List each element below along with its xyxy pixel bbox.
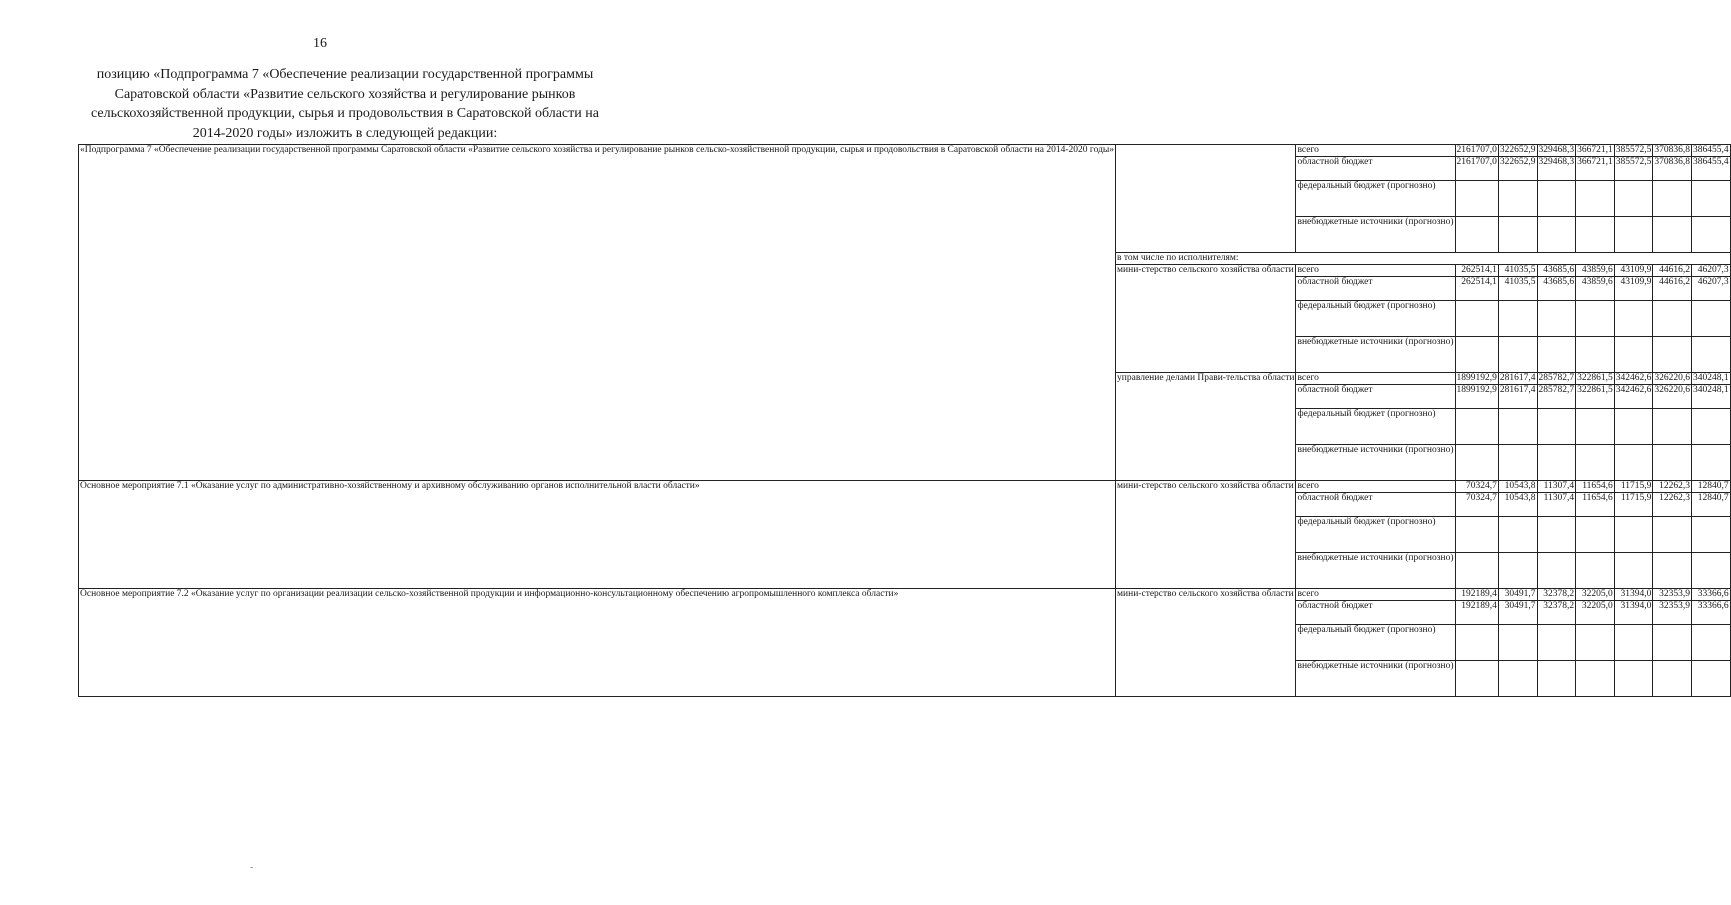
amount-cell: [1498, 517, 1537, 553]
executor-cell: [1116, 145, 1296, 253]
amount-cell: [1455, 661, 1498, 697]
amount-cell: 262514,1: [1455, 265, 1498, 277]
executor-cell: мини-стерство сельского хозяйства области: [1116, 481, 1296, 589]
amount-cell: 32378,2: [1537, 589, 1576, 601]
amount-cell: 285782,7: [1538, 373, 1575, 383]
amount-cell: 386455,4: [1692, 157, 1731, 181]
table-row: [79, 589, 1731, 601]
executor-cell: мини-стерство сельского хозяйства области: [1116, 589, 1296, 697]
intro-paragraph: позицию «Подпрограмма 7 «Обеспечение реализации государственной программы Саратовской области «Развитие сельского хозяйства и регулирование рынков сельскохозяйственной продукции, сырья и продовольствия в Саратовской области на 2014-2020 годы» изложить в следующей редакции:: [91, 67, 599, 141]
funding-source-cell: федеральный бюджет (прогнозно): [1296, 181, 1455, 217]
table-row: [79, 145, 1731, 157]
amount-cell: [1653, 553, 1692, 589]
funding-source-cell: всего: [1296, 373, 1455, 385]
amount-cell: [1455, 517, 1498, 553]
funding-source-cell: областной бюджет: [1296, 157, 1455, 181]
amount-cell: 43859,6: [1576, 277, 1615, 301]
amount-cell: [1653, 409, 1692, 445]
amount-cell: 43859,6: [1576, 265, 1615, 277]
amount-cell: [1537, 661, 1576, 697]
amount-cell: 262514,1: [1455, 277, 1498, 301]
amount-cell: 1899192,9: [1456, 373, 1497, 383]
amount-cell: 370836,8: [1653, 157, 1692, 181]
amount-cell: 11715,9: [1614, 493, 1653, 517]
amount-cell: [1576, 517, 1615, 553]
amount-cell: 43109,9: [1614, 265, 1653, 277]
amount-cell: [1455, 553, 1498, 589]
amount-cell: 342462,6: [1614, 385, 1653, 409]
amount-cell: 329468,3: [1537, 157, 1576, 181]
amount-cell: [1498, 301, 1537, 337]
amount-cell: 44616,2: [1653, 265, 1692, 277]
executor-cell: мини-стерство сельского хозяйства области: [1116, 265, 1296, 373]
amount-cell: 281617,4: [1499, 373, 1536, 383]
budget-table: [78, 144, 1731, 697]
funding-source-cell: всего: [1296, 145, 1455, 157]
amount-cell: 192189,4: [1455, 601, 1498, 625]
amount-cell: 10543,8: [1498, 493, 1537, 517]
funding-source-cell: областной бюджет: [1296, 277, 1455, 301]
amount-cell: [1455, 445, 1498, 481]
amount-cell: [1455, 409, 1498, 445]
amount-cell: [1653, 625, 1692, 661]
amount-cell: [1498, 661, 1537, 697]
funding-source-cell: федеральный бюджет (прогнозно): [1296, 625, 1455, 661]
amount-cell: 30491,7: [1498, 589, 1537, 601]
amount-cell: [1614, 337, 1653, 373]
amount-cell: 31394,0: [1614, 601, 1653, 625]
amount-cell: 285782,7: [1537, 385, 1576, 409]
amount-cell: 326220,6: [1653, 385, 1692, 409]
executors-label: в том числе по исполнителям:: [1116, 253, 1731, 265]
amount-cell: [1692, 181, 1731, 217]
amount-cell: [1692, 301, 1731, 337]
footer-mark: -: [250, 862, 254, 873]
amount-cell: 43685,6: [1537, 277, 1576, 301]
amount-cell: 43109,9: [1614, 277, 1653, 301]
amount-cell: [1537, 337, 1576, 373]
amount-cell: 322652,9: [1498, 157, 1537, 181]
amount-cell: 12262,3: [1653, 493, 1692, 517]
amount-cell: [1653, 661, 1692, 697]
amount-cell: [1692, 517, 1731, 553]
amount-cell: 11654,6: [1576, 493, 1615, 517]
amount-cell: [1576, 181, 1615, 217]
funding-source-cell: внебюджетные источники (прогнозно): [1296, 217, 1455, 253]
program-name-cell: Основное мероприятие 7.1 «Оказание услуг по административно-хозяйственному и архивному обслуживанию органов исполнительной власти области»: [79, 481, 1116, 589]
amount-cell: [1537, 181, 1576, 217]
funding-source-cell: внебюджетные источники (прогнозно): [1296, 445, 1455, 481]
amount-cell: [1614, 553, 1653, 589]
amount-cell: 2161707,0: [1455, 157, 1498, 181]
amount-cell: [1576, 409, 1615, 445]
amount-cell: [1537, 517, 1576, 553]
amount-cell: 41035,5: [1498, 265, 1537, 277]
amount-cell: [1498, 553, 1537, 589]
amount-cell: [1576, 553, 1615, 589]
amount-cell: [1498, 625, 1537, 661]
amount-cell: 2161707,0: [1456, 145, 1497, 155]
amount-cell: 43685,6: [1537, 265, 1576, 277]
amount-cell: [1498, 445, 1537, 481]
program-name-cell: «Подпрограмма 7 «Обеспечение реализации государственной программы Саратовской области «Развитие сельского хозяйства и регулирование рынков сельско-хозяйственной продукции, сырья и продовольствия в Саратовской области на 2014-2020 годы»: [79, 145, 1116, 481]
amount-cell: 32205,0: [1576, 601, 1615, 625]
amount-cell: 386455,4: [1693, 145, 1729, 155]
amount-cell: 11654,6: [1576, 481, 1615, 493]
amount-cell: 342462,6: [1615, 373, 1652, 383]
amount-cell: 32353,9: [1653, 601, 1692, 625]
program-name-cell: Основное мероприятие 7.2 «Оказание услуг по организации реализации сельско-хозяйственной продукции и информационно-консультационному обеспечению агропромышленного комплекса области»: [79, 589, 1116, 697]
amount-cell: 322861,5: [1576, 385, 1615, 409]
amount-cell: [1653, 181, 1692, 217]
amount-cell: [1576, 301, 1615, 337]
page-number: 16: [313, 36, 327, 51]
amount-cell: [1614, 625, 1653, 661]
amount-cell: [1455, 337, 1498, 373]
amount-cell: 32378,2: [1537, 601, 1576, 625]
amount-cell: [1692, 445, 1731, 481]
amount-cell: [1653, 217, 1692, 253]
amount-cell: [1692, 625, 1731, 661]
amount-cell: [1455, 181, 1498, 217]
amount-cell: [1692, 217, 1731, 253]
amount-cell: [1653, 301, 1692, 337]
amount-cell: 340248,1: [1692, 385, 1731, 409]
amount-cell: 70324,7: [1455, 481, 1498, 493]
amount-cell: [1614, 445, 1653, 481]
amount-cell: 326220,6: [1654, 373, 1690, 383]
amount-cell: [1537, 301, 1576, 337]
amount-cell: [1653, 337, 1692, 373]
funding-source-cell: федеральный бюджет (прогнозно): [1296, 517, 1455, 553]
amount-cell: 11307,4: [1537, 493, 1576, 517]
amount-cell: [1537, 625, 1576, 661]
amount-cell: 366721,1: [1576, 157, 1615, 181]
amount-cell: 46207,3: [1692, 277, 1731, 301]
amount-cell: [1692, 661, 1731, 697]
amount-cell: [1614, 181, 1653, 217]
amount-cell: [1653, 445, 1692, 481]
amount-cell: 12262,3: [1653, 481, 1692, 493]
amount-cell: 31394,0: [1614, 589, 1653, 601]
amount-cell: 46207,3: [1692, 265, 1731, 277]
amount-cell: [1614, 409, 1653, 445]
amount-cell: [1537, 217, 1576, 253]
funding-source-cell: областной бюджет: [1296, 385, 1455, 409]
amount-cell: [1614, 517, 1653, 553]
amount-cell: [1498, 337, 1537, 373]
amount-cell: 12840,7: [1692, 481, 1731, 493]
amount-cell: [1614, 217, 1653, 253]
amount-cell: [1653, 517, 1692, 553]
amount-cell: [1576, 337, 1615, 373]
funding-source-cell: внебюджетные источники (прогнозно): [1296, 661, 1455, 697]
funding-source-cell: всего: [1296, 481, 1455, 493]
amount-cell: [1498, 217, 1537, 253]
amount-cell: 10543,8: [1498, 481, 1537, 493]
funding-source-cell: всего: [1296, 265, 1455, 277]
amount-cell: 30491,7: [1498, 601, 1537, 625]
budget-table-body: [79, 145, 1731, 697]
amount-cell: 32205,0: [1576, 589, 1615, 601]
funding-source-cell: федеральный бюджет (прогнозно): [1296, 301, 1455, 337]
amount-cell: [1455, 217, 1498, 253]
amount-cell: [1455, 301, 1498, 337]
table-row: [79, 481, 1731, 493]
amount-cell: 385572,5: [1615, 145, 1652, 155]
amount-cell: [1498, 409, 1537, 445]
amount-cell: [1576, 661, 1615, 697]
amount-cell: 41035,5: [1498, 277, 1537, 301]
amount-cell: 322652,9: [1499, 145, 1536, 155]
amount-cell: 366721,1: [1577, 145, 1613, 155]
amount-cell: 70324,7: [1455, 493, 1498, 517]
amount-cell: [1537, 553, 1576, 589]
amount-cell: 11715,9: [1614, 481, 1653, 493]
amount-cell: 1899192,9: [1455, 385, 1498, 409]
funding-source-cell: федеральный бюджет (прогнозно): [1296, 409, 1455, 445]
amount-cell: 44616,2: [1653, 277, 1692, 301]
amount-cell: 32353,9: [1653, 589, 1692, 601]
amount-cell: 192189,4: [1455, 589, 1498, 601]
amount-cell: 329468,3: [1538, 145, 1575, 155]
amount-cell: [1576, 445, 1615, 481]
funding-source-cell: внебюджетные источники (прогнозно): [1296, 553, 1455, 589]
amount-cell: [1455, 625, 1498, 661]
amount-cell: 322861,5: [1577, 373, 1613, 383]
amount-cell: 281617,4: [1498, 385, 1537, 409]
amount-cell: 385572,5: [1614, 157, 1653, 181]
amount-cell: [1692, 337, 1731, 373]
funding-source-cell: областной бюджет: [1296, 493, 1455, 517]
amount-cell: [1692, 553, 1731, 589]
amount-cell: 11307,4: [1537, 481, 1576, 493]
amount-cell: [1576, 217, 1615, 253]
amount-cell: [1692, 409, 1731, 445]
amount-cell: [1537, 445, 1576, 481]
executor-cell: управление делами Прави-тельства области: [1116, 373, 1296, 481]
amount-cell: [1614, 661, 1653, 697]
amount-cell: 33366,6: [1692, 589, 1731, 601]
amount-cell: [1614, 301, 1653, 337]
amount-cell: 12840,7: [1692, 493, 1731, 517]
funding-source-cell: всего: [1296, 589, 1455, 601]
amount-cell: [1576, 625, 1615, 661]
funding-source-cell: областной бюджет: [1296, 601, 1455, 625]
amount-cell: 340248,1: [1693, 373, 1729, 383]
amount-cell: 370836,8: [1654, 145, 1690, 155]
amount-cell: [1498, 181, 1537, 217]
funding-source-cell: внебюджетные источники (прогнозно): [1296, 337, 1455, 373]
amount-cell: [1537, 409, 1576, 445]
amount-cell: 33366,6: [1692, 601, 1731, 625]
